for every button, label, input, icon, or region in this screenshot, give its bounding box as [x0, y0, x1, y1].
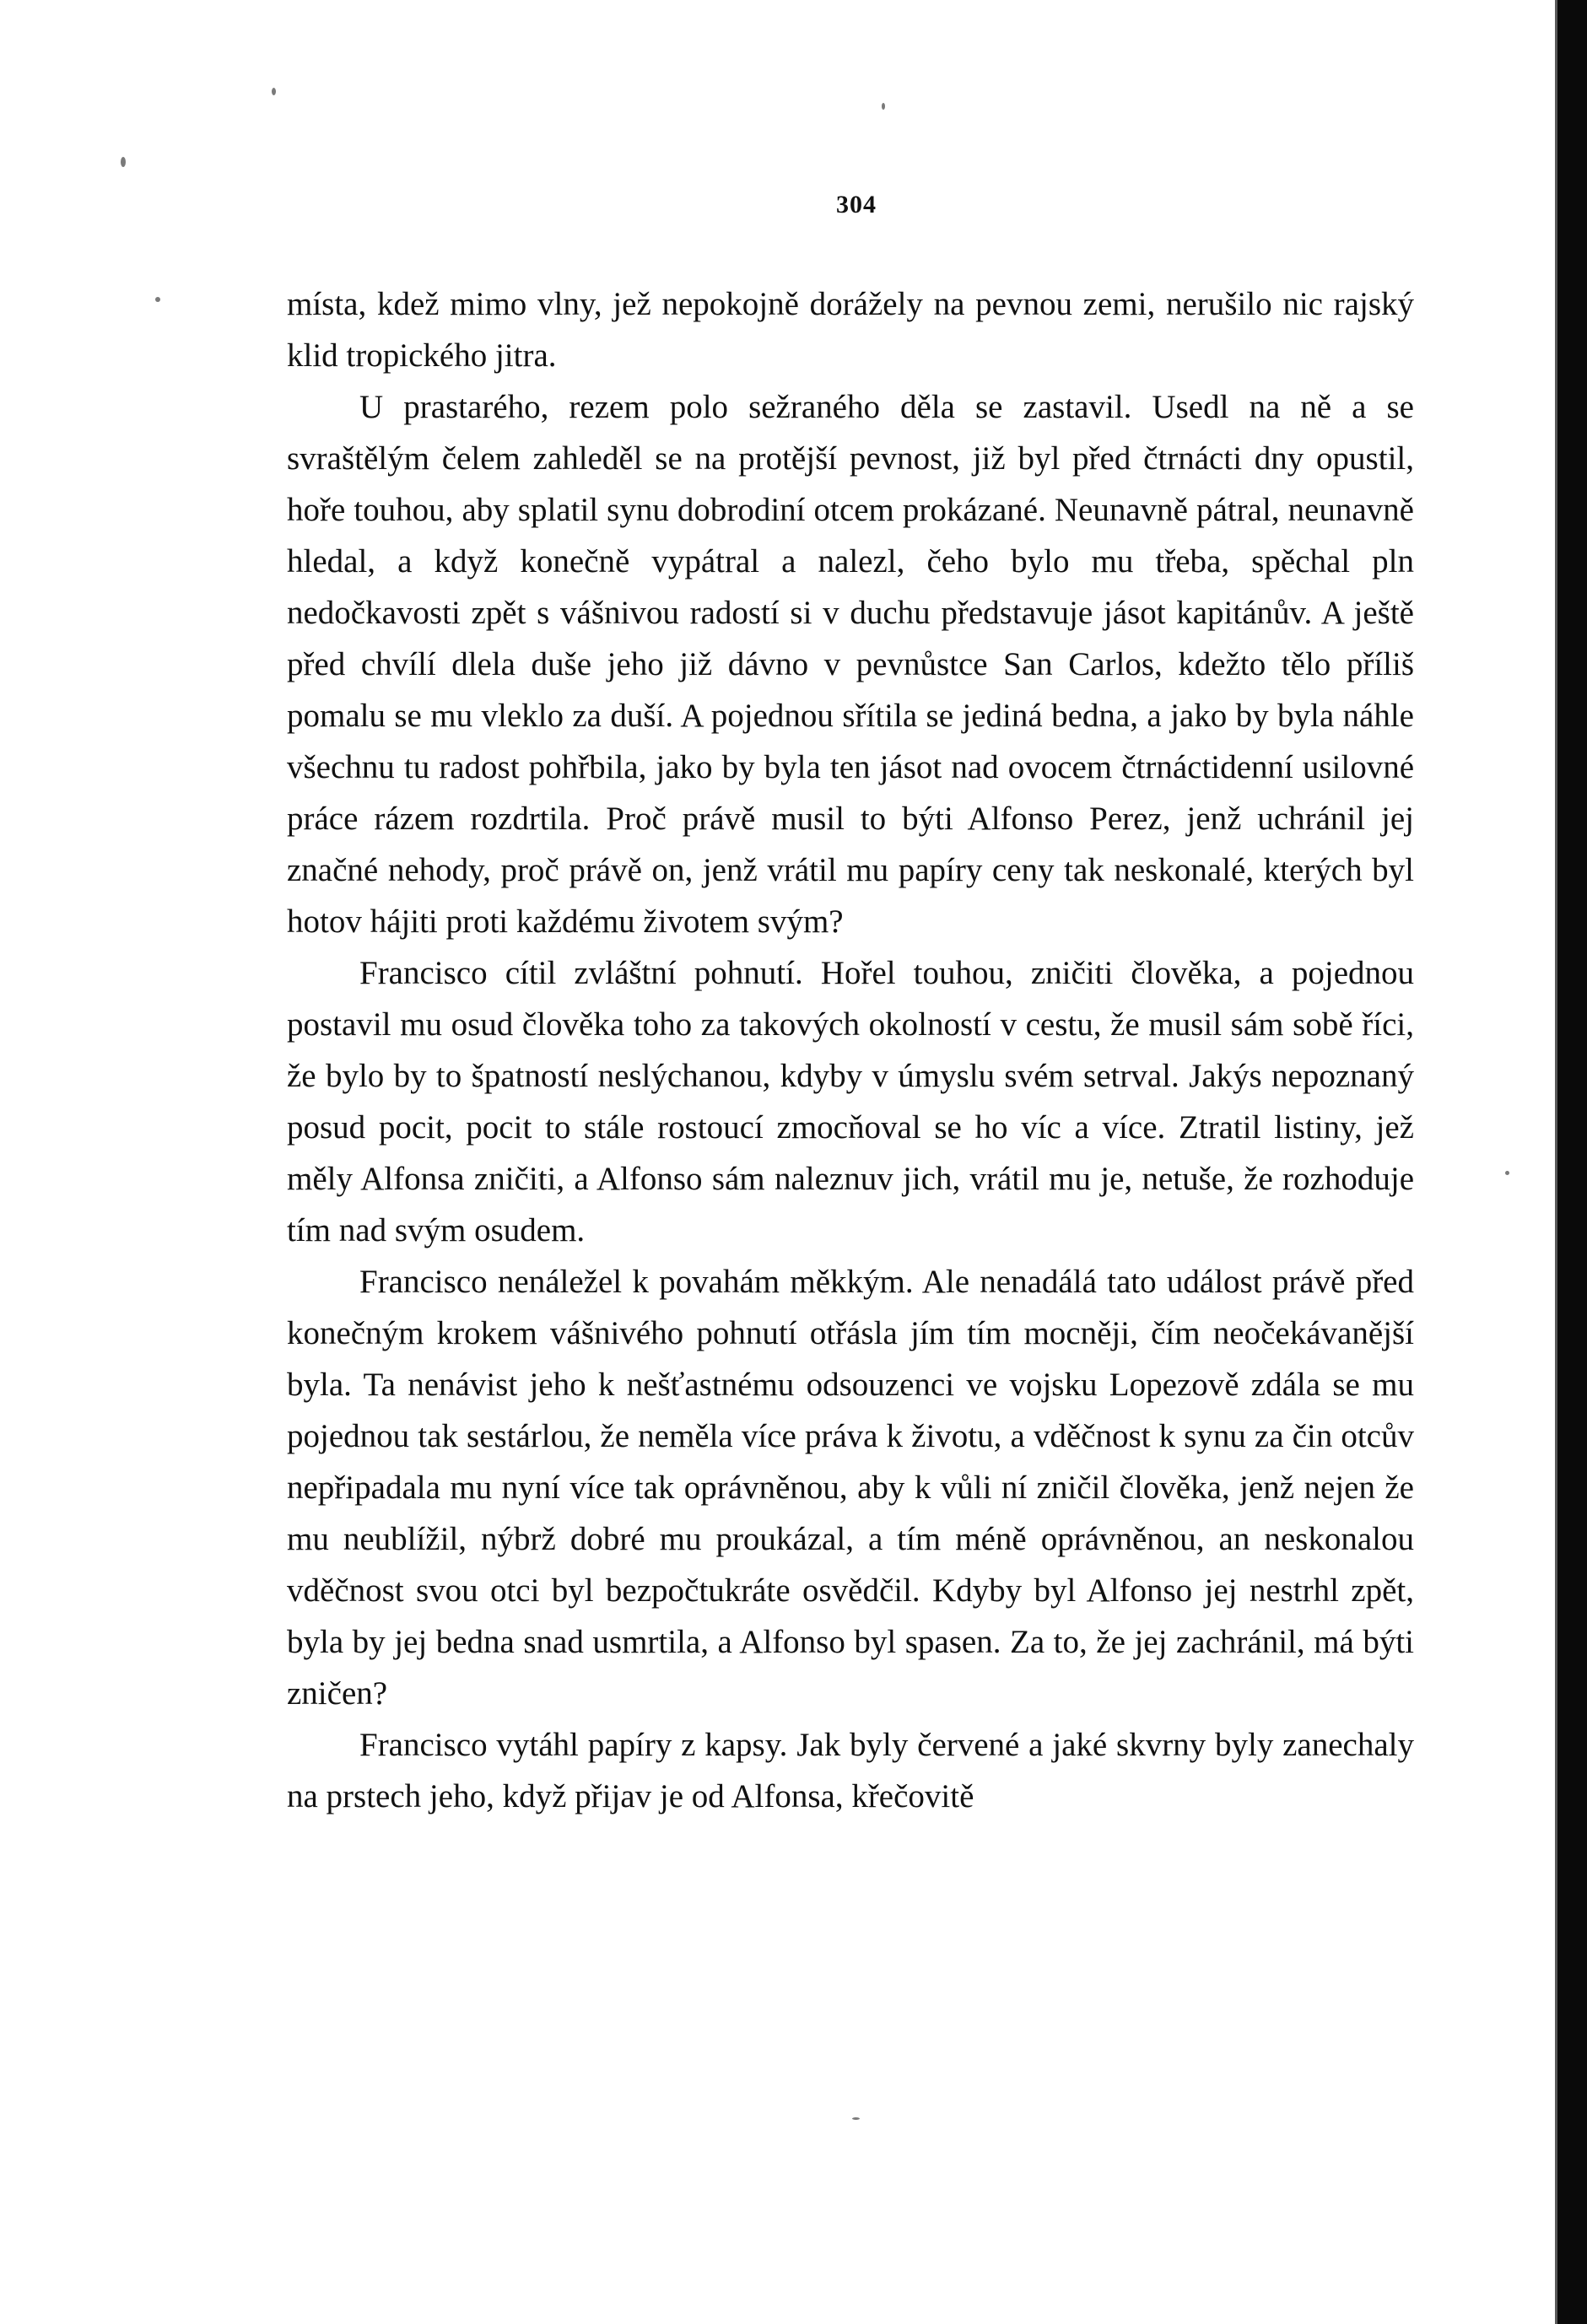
- paragraph-5: Francisco vytáhl papíry z kapsy. Jak byly červené a jaké skvrny byly zanechaly na prstech jeho, když přijav je od Alfonsa, křečovitě: [287, 1727, 1414, 1814]
- scan-speck: [882, 103, 885, 110]
- page-number: 304: [836, 191, 877, 218]
- scan-speck: [852, 2117, 860, 2120]
- paragraph-4: Francisco nenáležel k povahám měkkým. Ale nenadálá tato událost právě před konečným krokem vášnivého pohnutí otřásla jím tím mocněji, čím neočekávanější byla. Ta nenávist jeho k nešťastnému odsouzenci ve vojsku Lopezově zdála se mu pojednou tak sestárlou, že neměla více práva k životu, a vděčnost k synu za čin otcův nepřipadala mu nyní více tak oprávněnou, aby k vůli ní zničil člověka, jenž nejen že mu neublížil, nýbrž dobré mu proukázal, a tím méně oprávněnou, an neskonalou vděčnost svou otci byl bezpočtukráte osvědčil. Kdyby byl Alfonso jej nestrhl zpět, byla by jej bedna snad usmrtila, a Alfonso byl spasen. Za to, že jej zachránil, má býti zničen?: [287, 1264, 1414, 1712]
- paragraph-1: místa, kdež mimo vlny, jež nepokojně dorážely na pevnou zemi, nerušilo nic rajský klid tropického jitra.: [287, 286, 1414, 374]
- scan-speck: [272, 88, 276, 95]
- paragraph-2: U prastarého, rezem polo sežraného děla se zastavil. Usedl na ně a se svraštělým čelem zahleděl se na protější pevnost, již byl před čtrnácti dny opustil, hoře touhou, aby splatil synu dobrodiní otcem prokázané. Neunavně pátral, neunavně hledal, a když konečně vypátral a nalezl, čeho bylo mu třeba, spěchal pln nedočkavosti zpět s vášnivou radostí si v duchu představuje jásot kapitánův. A ještě před chvílí dlela duše jeho již dávno v pevnůstce San Carlos, kdežto tělo příliš pomalu se mu vleklo za duší. A pojednou sřítila se jediná bedna, a jako by byla náhle všechnu tu radost pohřbila, jako by byla ten jásot nad ovocem čtrnáctidenní usilovné práce rázem rozdrtila. Proč právě musil to býti Alfonso Perez, jenž uchránil jej značné nehody, proč právě on, jenž vrátil mu papíry ceny tak neskonalé, kterých byl hotov hájiti proti každému životem svým?: [287, 389, 1414, 940]
- paragraph-3: Francisco cítil zvláštní pohnutí. Hořel touhou, zničiti člověka, a pojednou postavil mu osud člověka toho za takových okolností v cestu, že musil sám sobě říci, že bylo by to špatností neslýchanou, kdyby v úmyslu svém setrval. Jakýs nepoznaný posud pocit, pocit to stále rostoucí zmocňoval se ho víc a více. Ztratil listiny, jež měly Alfonsa zničiti, a Alfonso sám naleznuv jich, vrátil mu je, netuše, že rozhoduje tím nad svým osudem.: [287, 955, 1414, 1248]
- body-text: [287, 278, 1414, 1822]
- scan-speck: [121, 157, 126, 167]
- scan-border: [1557, 0, 1587, 2324]
- scan-speck: [1505, 1171, 1509, 1175]
- scan-speck: [155, 297, 160, 302]
